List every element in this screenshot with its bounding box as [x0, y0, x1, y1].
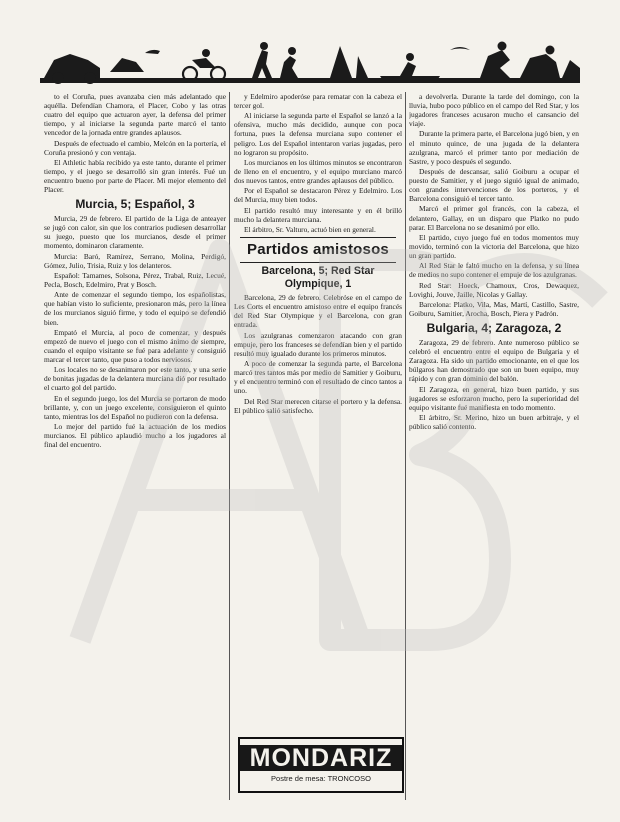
paragraph: El árbitro, Sr. Valturo, actuó bien en general. — [244, 225, 376, 235]
paragraph: Del Red Star merecen citarse el portero y la defensa. El público salió satisfecho. — [234, 396, 402, 415]
article-heading-murcia-espanol: Murcia, 5; Español, 3 — [75, 197, 195, 212]
article-heading-barcelona-red-star: Barcelona, 5; Red Star Olympique, 1 — [261, 265, 375, 290]
column-2 — [234, 92, 402, 802]
paragraph: a devolverla. Durante la tarde del domingo, con la lluvia, hubo poco público en el campo del Red Star, y los jugadores franceses acusaron mucho el cansancio del viaje. — [409, 92, 579, 129]
paragraph: Marcó el primer gol francés, con la cabeza, el delantero, Gallay, en un disparo que Platko no pudo parar. El Barcelona no se desanimó por ello. — [409, 204, 579, 232]
paragraph: Después de efectuado el cambio, Melcón en la portería, el Coruña presionó y con ventaja. — [44, 138, 226, 157]
paragraph: Los murcianos en los últimos minutos se encontraron de lleno en el encuentro, y el equipo murciano marcó dos nuevos tantos, entre grandes aplausos del público. — [234, 157, 402, 186]
lineup-paragraph: Murcia: Baró, Ramírez, Serrano, Molina, Perdigó, Gómez, Julio, Trisia, Ruiz y los delanteros. — [44, 251, 226, 270]
paragraph: Los azulgranas comenzaron atacando con gran empuje, pero los franceses se defendían bien y el partido resultó muy igualado durante los primeros minutos. — [234, 330, 402, 358]
paragraph: Durante la primera parte, el Barcelona jugó bien, y en el minuto quince, de una jugada de la delantera azulgrana, marcó el primer tanto por mediación de Sastre, y poco después el segundo. — [409, 129, 579, 166]
mondariz-advertisement — [238, 737, 404, 793]
paragraph: A poco de comenzar la segunda parte, el Barcelona marcó tres tantos más por medio de Samitier y Goiburu, y el encuentro terminó con el resultado de cinco tantos a uno. — [234, 359, 402, 396]
paragraph: to el Coruña, pues avanzaba cien más adelantado que aquélla. Defendían Chamora, el Placer, Cobo y las otras cuatro del equipo que actuaron ayer, la defensa del primer tiempo, y al iniciarse la segunda parte marcó el tanto vencedor de la jornada entre grandes aplausos. — [44, 92, 226, 138]
paragraph: Ante de comenzar el segundo tiempo, los españolistas, que habían visto lo suficiente, presionaron más, pero la línea de los murcianos siguió firme, y todo el equipo se defendió bien. — [44, 290, 226, 327]
paragraph: El árbitro, Sr. Merino, hizo un buen arbitraje, y el público salió contento. — [409, 413, 579, 432]
sports-silhouettes-banner-icon — [40, 38, 580, 88]
column-1 — [44, 92, 226, 802]
paragraph: Barcelona, 29 de febrero. Celebróse en el campo de Les Corts el encuentro amistoso entre el equipo francés del Red Star Olympique y el Barcelona, con gran entrada. — [234, 293, 402, 330]
section-divider — [240, 262, 396, 263]
paragraph: y Edelmiro apoderóse para rematar con la cabeza el tercer gol. — [234, 92, 402, 111]
column-rule — [405, 92, 406, 800]
paragraph: Los locales no se desanimaron por este tanto, y una serie de bonitas jugadas de la delantera murciana dió por resultado el cuarto gol del partido. — [44, 365, 226, 393]
section-heading-partidos-amistosos: Partidos amistosos — [247, 241, 389, 259]
paragraph: El partido resultó muy interesante y en él brilló mucho la delantera murciana. — [234, 205, 402, 224]
paragraph: Lo mejor del partido fué la actuación de los medios murcianos. El público aplaudió mucho a los jugadores al final del encuentro. — [44, 422, 226, 450]
lineup-paragraph: Español: Tamames, Solsona, Pérez, Trabal, Ruiz, Lecué, Pecla, Bosch, Edelmiro, Prat y Bosch. — [44, 270, 226, 290]
sports-banner-illustration — [40, 38, 580, 88]
paragraph: Zaragoza, 29 de febrero. Ante numeroso público se celebró el encuentro entre el equipo de Bulgaria y el Zaragoza. Ha sido un partido emocionante, en el que los búlgaros han demostrado que son un buen equipo, muy rápido y con gran dominio del balón. — [409, 338, 579, 384]
paragraph: Por el Español se destacaron Pérez y Edelmiro. Los del Murcia, muy bien todos. — [234, 186, 402, 205]
paragraph: El Zaragoza, en general, hizo buen partido, y sus jugadores se esforzaron mucho, pero la superioridad del equipo visitante fué manifiesta en todo momento. — [409, 384, 579, 412]
article-heading-bulgaria-zaragoza: Bulgaria, 4; Zaragoza, 2 — [426, 321, 562, 336]
paragraph: En el segundo juego, los del Murcia se portaron de modo brillante, y, con un juego excelente, consiguieron el quinto tanto, mientras los del Español no pudieron con la defensa. — [44, 393, 226, 421]
paragraph: Después de descansar, salió Goiburu a ocupar el puesto de Samitier, y el juego siguió igual de animado, con grandes intervenciones de los porteros, y el Barcelona consiguió el tercer tanto. — [409, 166, 579, 204]
paragraph: El partido, cuyo juego fué en todos momentos muy movido, terminó con la victoria del Barcelona, que hizo un gran partido. — [409, 232, 579, 260]
section-divider — [240, 237, 396, 238]
ad-tagline: Postre de mesa: TRONCOSO — [271, 774, 371, 783]
lineup-paragraph: Red Star: Hoeck, Chamoux, Cros, Dewaquez, Lovighi, Jouve, Jaille, Nicolas y Gallay. — [409, 280, 579, 299]
column-rule — [229, 92, 230, 800]
paragraph: El Athletic había recibido ya este tanto, durante el primer tiempo, y el juego se desarrolló sin gran interés. Fué un encuentro bueno por parte de Placer. Mi mejor elemento del Placer. — [44, 157, 226, 195]
paragraph: Al Red Star le faltó mucho en la defensa, y su línea de medios no supo contener el empuje de los azulgranas. — [409, 261, 579, 280]
paragraph: Al iniciarse la segunda parte el Español se lanzó a la ofensiva, mucho más decidido, aunque con poca fortuna, pues la defensa murciana supo contener el peligro. Los del Español intentaron varias jugadas, pero no lograron su propósito. — [234, 111, 402, 157]
ad-brand-name: MONDARIZ — [240, 745, 402, 771]
column-3 — [409, 92, 579, 802]
paragraph: Murcia, 29 de febrero. El partido de la Liga de anteayer se jugó con calor, sin que los contrarios pudiesen desarrollar su juego, puesto que los murcianos, desde el primer momento, dominaron claramente. — [44, 214, 226, 251]
paragraph: Empató el Murcia, al poco de comenzar, y después empezó de nuevo el juego con el mismo ánimo de siempre, cuando el equipo visitante se fué para adelante y consiguió marcar el tercer tanto, que puso a todos nerviosos. — [44, 327, 226, 364]
lineup-paragraph: Barcelona: Platko, Vila, Mas, Martí, Castillo, Sastre, Goiburu, Samitier, Arocha, Bosch, Piera y Padrón. — [409, 300, 579, 319]
